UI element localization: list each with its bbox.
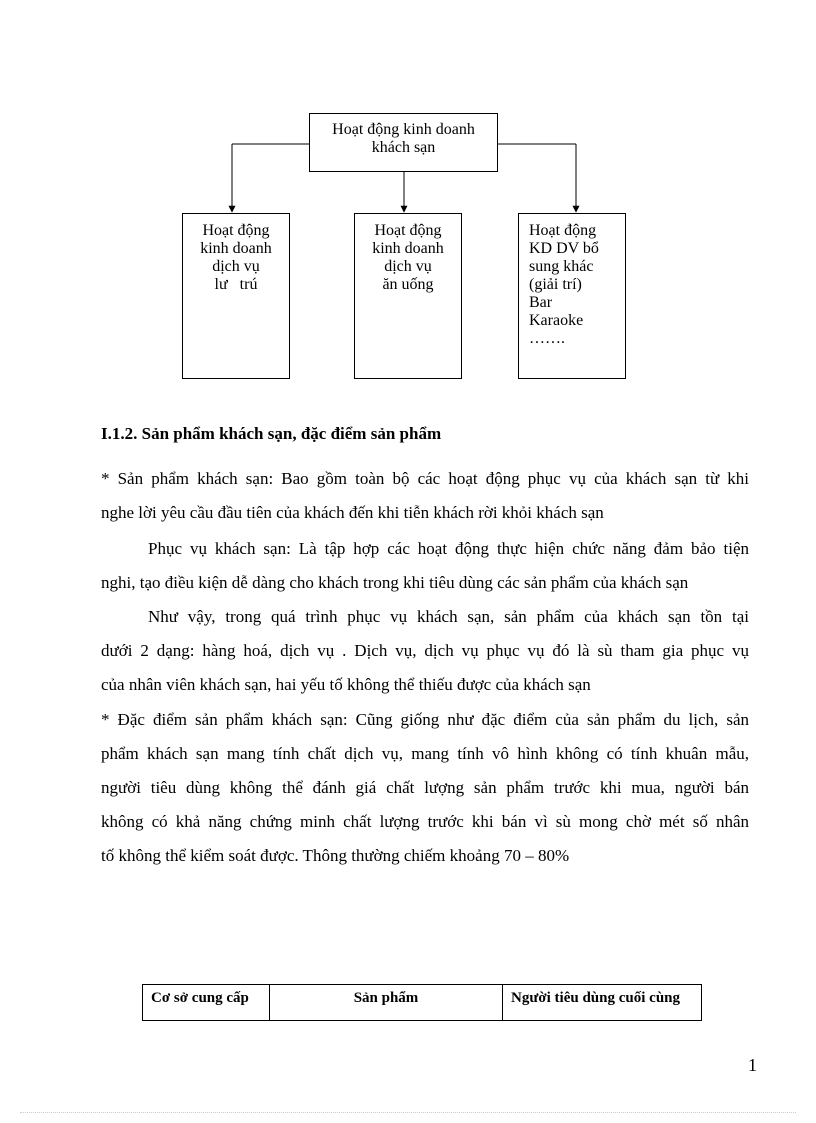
diagram-box-luu-tru bbox=[182, 213, 290, 379]
p3-line-3: của nhân viên khách sạn, hai yếu tố không thể thiếu được của khách sạn bbox=[101, 675, 591, 694]
box1-line-4: lư trú bbox=[214, 276, 258, 293]
p3-line-2: dưới 2 dạng: hàng hoá, dịch vụ . Dịch vụ, dịch vụ phục vụ đó là sù tham gia phục vụ bbox=[101, 641, 749, 660]
page-number: 1 bbox=[748, 1055, 757, 1075]
p4-line-5: tố không thể kiểm soát được. Thông thường chiếm khoảng 70 – 80% bbox=[101, 846, 570, 865]
header-product: Sản phẩm bbox=[270, 985, 503, 1021]
header-end-consumer: Người tiêu dùng cuối cùng bbox=[503, 985, 702, 1021]
box2-line-1: Hoạt động bbox=[374, 222, 442, 239]
paragraph-product-definition bbox=[101, 462, 749, 530]
p4-line-4: không có khả năng chứng minh chất lượng trước khi bán vì sù mong chờ mét số nhân bbox=[101, 812, 749, 831]
diagram-box-an-uong bbox=[354, 213, 462, 379]
p1-line-1: * Sản phẩm khách sạn: Bao gồm toàn bộ các hoạt động phục vụ của khách sạn từ khi bbox=[101, 469, 749, 488]
supply-chain-table bbox=[142, 984, 702, 1021]
box2-line-3: dịch vụ bbox=[384, 258, 432, 275]
paragraph-product-forms bbox=[101, 600, 749, 702]
box3-line-5: Bar bbox=[529, 294, 553, 311]
p2-line-2: nghi, tạo điều kiện dễ dàng cho khách trong khi tiêu dùng các sản phẩm của khách sạn bbox=[101, 573, 689, 592]
p4-line-2: phẩm khách sạn mang tính chất dịch vụ, mang tính vô hình không có tính khuân mẫu, bbox=[101, 744, 749, 763]
box1-line-3: dịch vụ bbox=[212, 258, 260, 275]
box1-line-2: kinh doanh bbox=[200, 240, 272, 257]
box1-line-1: Hoạt động bbox=[202, 222, 270, 239]
p3-line-1: Như vậy, trong quá trình phục vụ khách sạn, sản phẩm của khách sạn tồn tại bbox=[148, 607, 749, 626]
p4-line-1: * Đặc điểm sản phẩm khách sạn: Cũng giống như đặc điểm của sản phẩm du lịch, sản bbox=[101, 710, 749, 729]
p1-line-2: nghe lời yêu cầu đầu tiên của khách đến khi tiễn khách rời khỏi khách sạn bbox=[101, 503, 604, 522]
paragraph-product-characteristics bbox=[101, 703, 749, 873]
paragraph-service-definition bbox=[101, 532, 749, 600]
box3-line-6: Karaoke bbox=[529, 312, 584, 329]
p2-line-1: Phục vụ khách sạn: Là tập hợp các hoạt động thực hiện chức năng đảm bảo tiện bbox=[148, 539, 749, 558]
box3-line-4: (giải trí) bbox=[529, 276, 582, 293]
section-heading: I.1.2. Sản phẩm khách sạn, đặc điểm sản phẩm bbox=[101, 424, 442, 443]
box3-line-1: Hoạt động bbox=[529, 222, 597, 239]
table-header-row bbox=[143, 985, 702, 1021]
root-line-1: Hoạt động kinh doanh bbox=[332, 121, 475, 138]
box2-line-2: kinh doanh bbox=[372, 240, 444, 257]
box3-line-7: ……. bbox=[529, 330, 565, 347]
p4-line-3: người tiêu dùng không thể đánh giá chất lượng sản phẩm trước khi mua, người bán bbox=[101, 778, 749, 797]
diagram-root-box bbox=[309, 113, 498, 172]
box2-line-4: ăn uống bbox=[382, 276, 434, 293]
diagram-box-bo-sung bbox=[518, 213, 626, 379]
header-supplier: Cơ sở cung cấp bbox=[143, 985, 270, 1021]
box3-line-3: sung khác bbox=[529, 258, 594, 275]
box3-line-2: KD DV bổ bbox=[529, 240, 599, 257]
footer-divider bbox=[20, 1112, 796, 1113]
root-line-2: khách sạn bbox=[371, 139, 436, 156]
